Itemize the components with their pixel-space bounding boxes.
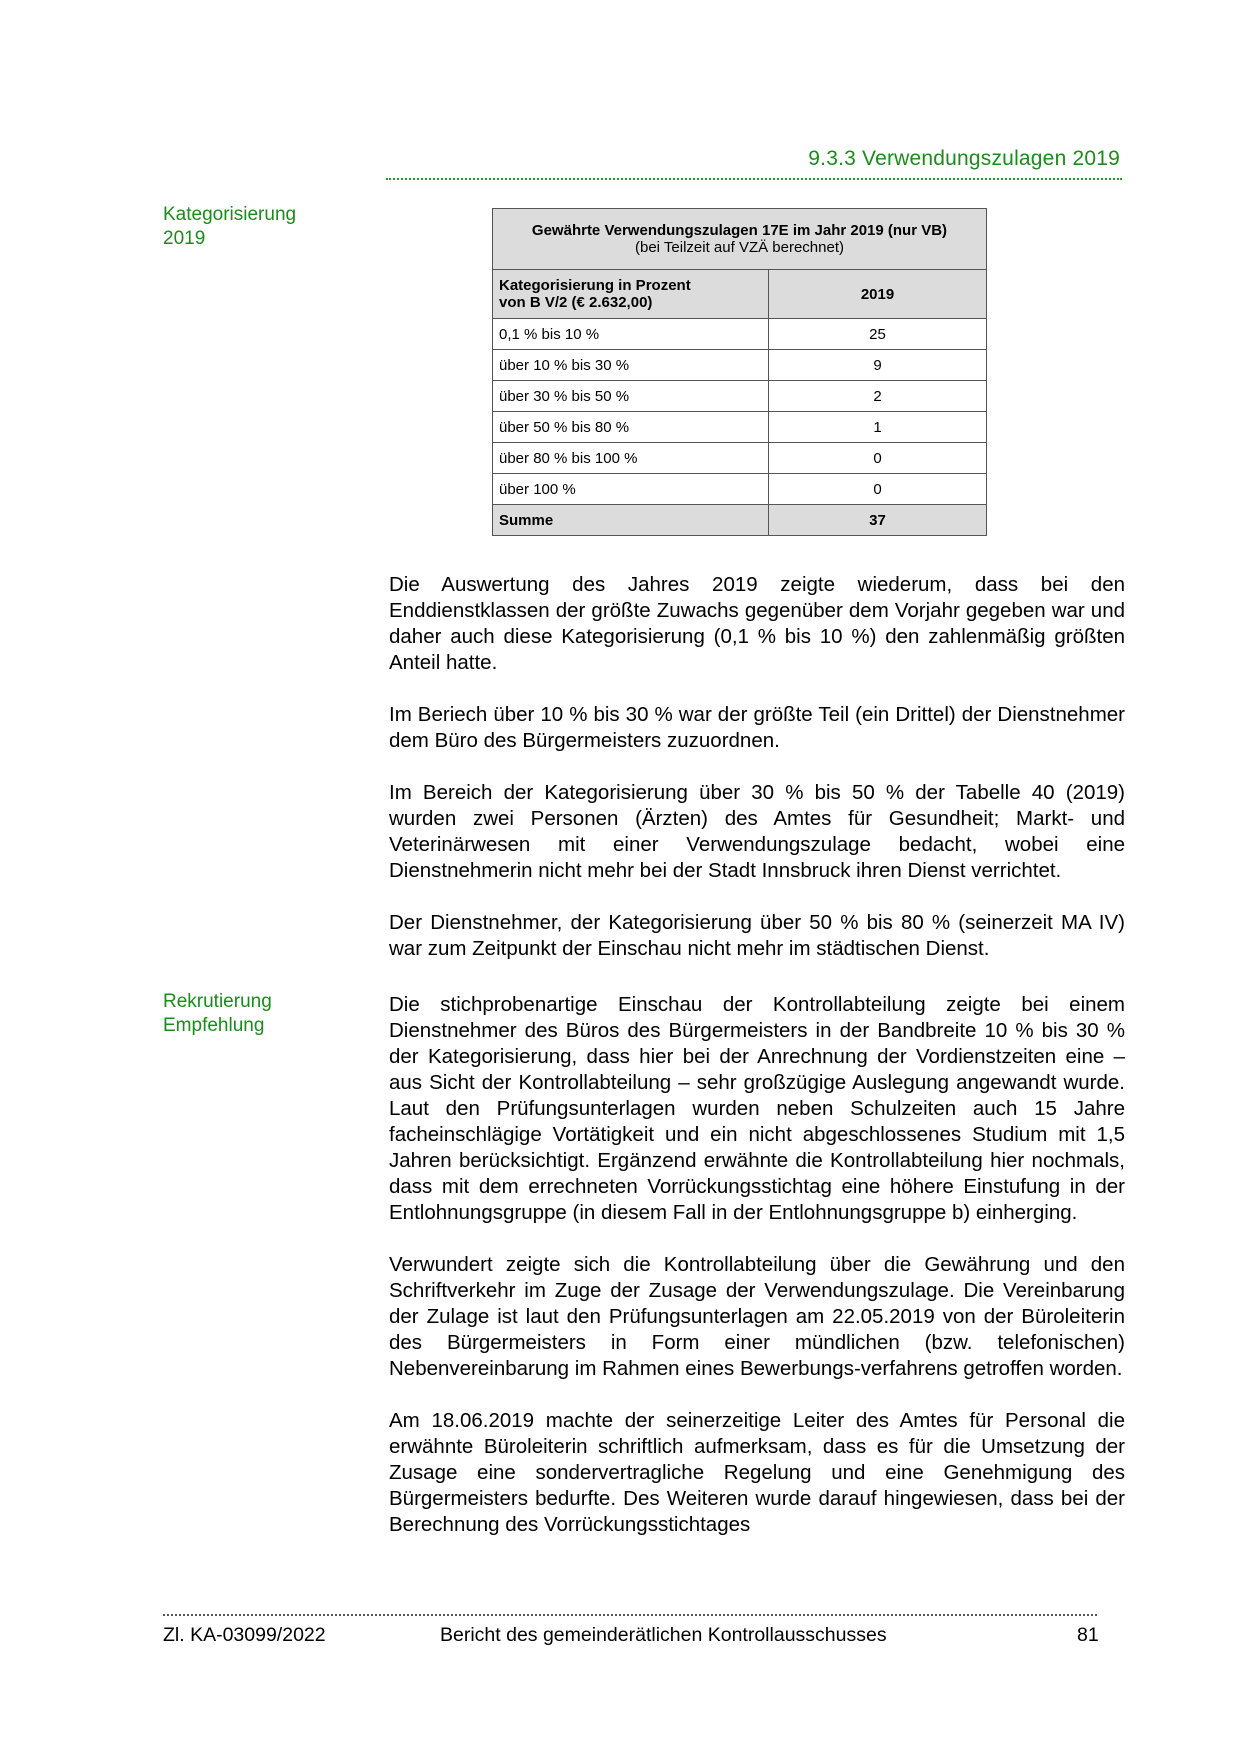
- margin-note-kategorisierung: [163, 203, 296, 251]
- row-value: 1: [769, 412, 987, 443]
- column-header-year: 2019: [769, 270, 987, 319]
- row-value: 0: [769, 474, 987, 505]
- body-text-lower: [389, 992, 1125, 1564]
- table-subtitle: (bei Teilzeit auf VZÄ berechnet): [635, 239, 844, 256]
- margin-note-line: Empfehlung: [163, 1015, 265, 1036]
- table-row: [493, 381, 987, 412]
- section-title: 9.3.3 Verwendungszulagen 2019: [808, 147, 1120, 170]
- paragraph: Im Bereich der Kategorisierung über 30 % bis 50 % der Tabelle 40 (2019) wurden zwei Personen (Ärzten) des Amtes für Gesundheit; Markt- und Veterinärwesen mit einer Verwendungszulage bedacht, wobei eine Dienstnehmerin nicht mehr bei der Stadt Innsbruck ihren Dienst verrichtet.: [389, 781, 1125, 882]
- table-row: [493, 319, 987, 350]
- allowance-table: [492, 208, 987, 536]
- paragraph: Die Auswertung des Jahres 2019 zeigte wiederum, dass bei den Enddienstklassen der größte Zuwachs gegenüber dem Vorjahr gegeben war und daher auch diese Kategorisierung (0,1 % bis 10 %) den zahlenmäßig größten Anteil hatte.: [389, 573, 1125, 674]
- sum-value: 37: [769, 505, 987, 536]
- row-label: über 30 % bis 50 %: [493, 381, 769, 412]
- table-sum-row: [493, 505, 987, 536]
- sum-label: Summe: [493, 505, 769, 536]
- footer-reference: Zl. KA-03099/2022: [163, 1624, 326, 1646]
- table-title-cell: [493, 209, 987, 270]
- table-row: [493, 350, 987, 381]
- body-text-upper: [389, 572, 1125, 988]
- row-value: 9: [769, 350, 987, 381]
- margin-note-line: Rekrutierung: [163, 991, 272, 1012]
- row-label: über 100 %: [493, 474, 769, 505]
- row-label: über 50 % bis 80 %: [493, 412, 769, 443]
- row-value: 2: [769, 381, 987, 412]
- row-label: über 10 % bis 30 %: [493, 350, 769, 381]
- column-header-category: Kategorisierung in Prozent von B V/2 (€ 2.632,00): [493, 270, 769, 319]
- row-value: 25: [769, 319, 987, 350]
- paragraph: Verwundert zeigte sich die Kontrollabteilung über die Gewährung und den Schriftverkehr im Zuge der Zusage der Verwendungszulage. Die Vereinbarung der Zulage ist laut den Prüfungsunterlagen am 22.05.2019 von der Büroleiterin des Bürgermeisters in Form einer mündlichen (bzw. telefonischen) Nebenvereinbarung im Rahmen eines Bewerbungs-verfahrens getroffen worden.: [389, 1253, 1125, 1380]
- table-title: Gewährte Verwendungszulagen 17E im Jahr 2019 (nur VB): [531, 222, 948, 239]
- footer-divider: [163, 1614, 1097, 1616]
- table-row: [493, 412, 987, 443]
- paragraph: Der Dienstnehmer, der Kategorisierung über 50 % bis 80 % (seinerzeit MA IV) war zum Zeitpunkt der Einschau nicht mehr im städtischen Dienst.: [389, 911, 1125, 960]
- page-number: 81: [1077, 1624, 1099, 1646]
- margin-note-line: Kategorisierung: [163, 204, 297, 225]
- header-divider: [386, 178, 1122, 180]
- paragraph: Die stichprobenartige Einschau der Kontrollabteilung zeigte bei einem Dienstnehmer des Büros des Bürgermeisters in der Bandbreite 10 % bis 30 % der Kategorisierung, dass hier bei der Anrechnung der Vordienstzeiten eine – aus Sicht der Kontrollabteilung – sehr großzügige Auslegung angewandt wurde. Laut den Prüfungsunterlagen wurden neben Schulzeiten auch 15 Jahre facheinschlägige Vortätigkeit und ein nicht abgeschlossenes Studium mit 1,5 Jahren berücksichtigt. Ergänzend erwähnte die Kontrollabteilung hier nochmals, dass mit dem errechneten Vorrückungsstichtag eine höhere Einstufung in der Entlohnungsgruppe (in diesem Fall in der Entlohnungsgruppe b) einherging.: [389, 993, 1125, 1224]
- row-label: über 80 % bis 100 %: [493, 443, 769, 474]
- paragraph: Im Beriech über 10 % bis 30 % war der größte Teil (ein Drittel) der Dienstnehmer dem Büro des Bürgermeisters zuzuordnen.: [389, 703, 1125, 752]
- table-row: [493, 443, 987, 474]
- footer-report-title: Bericht des gemeinderätlichen Kontrollausschusses: [440, 1624, 887, 1646]
- margin-note-line: 2019: [163, 228, 206, 249]
- table-row: [493, 474, 987, 505]
- margin-note-rekrutierung: [163, 990, 272, 1038]
- row-value: 0: [769, 443, 987, 474]
- row-label: 0,1 % bis 10 %: [493, 319, 769, 350]
- paragraph: Am 18.06.2019 machte der seinerzeitige Leiter des Amtes für Personal die erwähnte Büroleiterin schriftlich aufmerksam, dass es für die Umsetzung der Zusage eine sondervertragliche Regelung und eine Genehmigung des Bürgermeisters bedurfte. Des Weiteren wurde darauf hingewiesen, dass bei der Berechnung des Vorrückungsstichtages: [389, 1409, 1125, 1536]
